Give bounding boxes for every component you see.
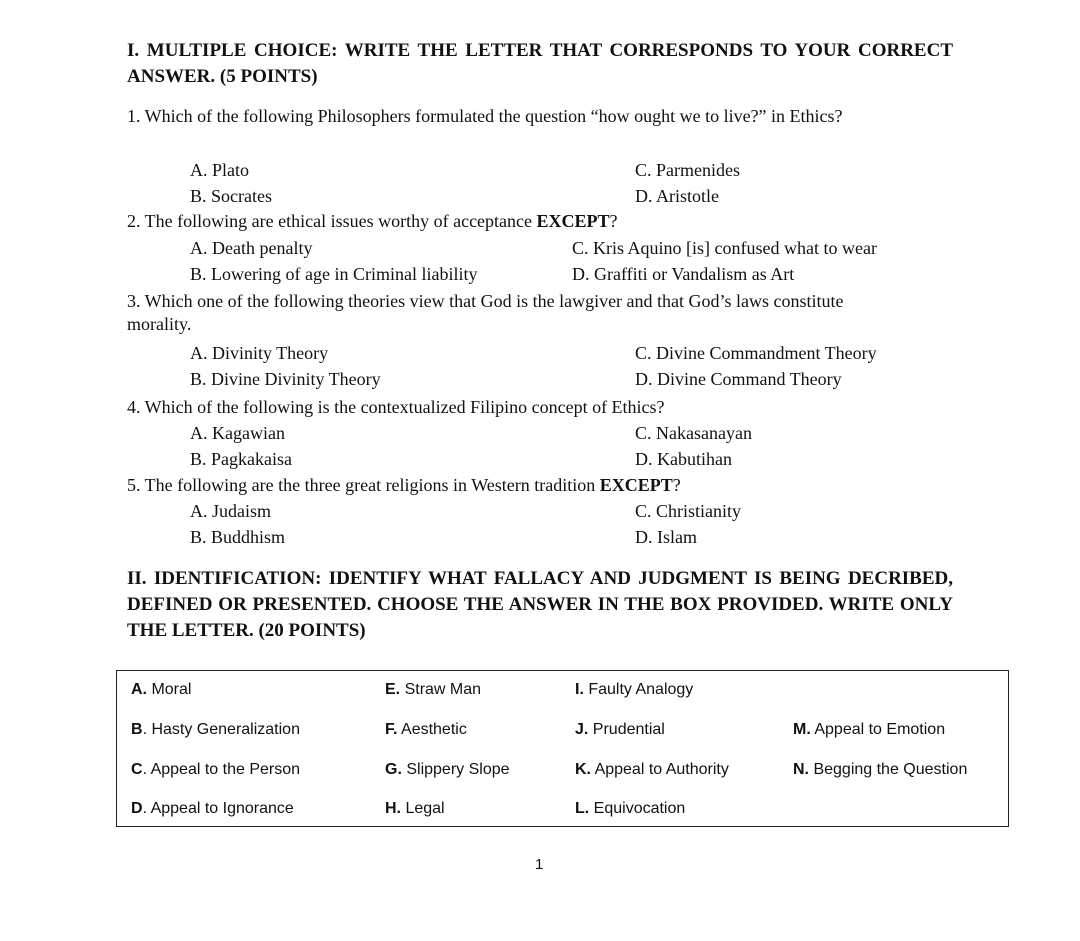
choice-d: D. Appeal to Ignorance — [131, 800, 294, 817]
question-1-option-b: B. Socrates — [190, 186, 272, 206]
choice-l: L. Equivocation — [575, 800, 686, 817]
question-2-option-b: B. Lowering of age in Criminal liability — [190, 264, 478, 284]
section2-heading: II. IDENTIFICATION: IDENTIFY WHAT FALLACY AND JUDGMENT IS BEING DECRIBED, DEFINED OR PRESENTED. CHOOSE THE ANSWER IN THE BOX PROVIDED. WRITE ONLY THE LETTER. (20 POINTS) — [127, 568, 953, 641]
choice-c: C. Appeal to the Person — [131, 761, 301, 778]
question-5-option-d: D. Islam — [635, 527, 697, 547]
section1-heading: I. MULTIPLE CHOICE: WRITE THE LETTER THAT CORRESPONDS TO YOUR CORRECT ANSWER. (5 POINTS) — [127, 40, 953, 87]
question-1-option-a: A. Plato — [190, 160, 250, 180]
choice-e: E. Straw Man — [385, 681, 482, 698]
answer-choices-box — [116, 670, 1009, 827]
question-3-option-b: B. Divine Divinity Theory — [190, 369, 381, 389]
question-3-option-a: A. Divinity Theory — [190, 343, 329, 363]
question-4-option-b: B. Pagkakaisa — [190, 449, 292, 469]
question-4-text: 4. Which of the following is the contextualized Filipino concept of Ethics? — [127, 397, 665, 417]
question-3-text: 3. Which one of the following theories view that God is the lawgiver and that God’s laws constitute morality. — [127, 291, 844, 334]
question-5-option-c: C. Christianity — [635, 501, 742, 521]
page-number: 1 — [535, 856, 544, 873]
question-5-option-a: A. Judaism — [190, 501, 271, 521]
question-3-option-d: D. Divine Command Theory — [635, 369, 842, 389]
except-emphasis: EXCEPT — [536, 211, 610, 231]
question-2-option-d: D. Graffiti or Vandalism as Art — [572, 264, 795, 284]
except-emphasis: EXCEPT — [599, 475, 673, 495]
choice-b: B. Hasty Generalization — [131, 721, 300, 738]
question-5-option-b: B. Buddhism — [190, 527, 286, 547]
choice-i: I. Faulty Analogy — [575, 681, 694, 698]
choice-g: G. Slippery Slope — [385, 761, 510, 778]
question-2-option-c: C. Kris Aquino [is] confused what to wear — [572, 238, 877, 258]
question-1-option-d: D. Aristotle — [635, 186, 719, 206]
choice-f: F. Aesthetic — [385, 721, 467, 738]
choice-m: M. Appeal to Emotion — [793, 721, 946, 738]
question-4-option-c: C. Nakasanayan — [635, 423, 752, 443]
question-5-text: 5. The following are the three great religions in Western tradition EXCEPT? — [127, 475, 681, 495]
choice-k: K. Appeal to Authority — [575, 761, 729, 778]
question-1-text: 1. Which of the following Philosophers formulated the question “how ought we to live?” in Ethics? — [127, 106, 843, 126]
question-4-option-a: A. Kagawian — [190, 423, 285, 443]
choice-h: H. Legal — [385, 800, 445, 817]
question-4-option-d: D. Kabutihan — [635, 449, 732, 469]
choice-n: N. Begging the Question — [793, 761, 968, 778]
question-2-option-a: A. Death penalty — [190, 238, 313, 258]
question-3-option-c: C. Divine Commandment Theory — [635, 343, 877, 363]
choice-j: J. Prudential — [575, 721, 665, 738]
question-1-option-c: C. Parmenides — [635, 160, 740, 180]
choice-a: A. Moral — [131, 681, 192, 698]
question-2-text: 2. The following are ethical issues worthy of acceptance EXCEPT? — [127, 211, 618, 231]
